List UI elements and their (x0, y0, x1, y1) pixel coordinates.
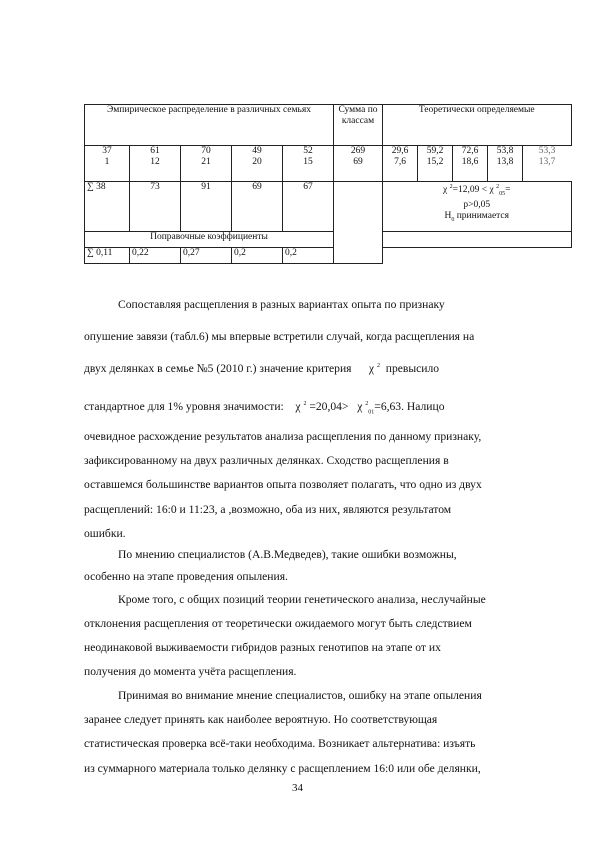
page-number: 34 (292, 782, 303, 794)
text-line: особенно на этапе проведения опыления. (84, 570, 288, 583)
table-cell: 59,2 15,2 (418, 146, 453, 182)
table-cell: 70 21 (181, 146, 232, 182)
segregation-table (84, 104, 572, 264)
text-line: расщеплений: 16:0 и 11:23, а ,возможно, оба из них, являются результатом (84, 503, 452, 516)
text-line: зафиксированному на двух различных делянках. Сходство расщепления в (84, 454, 449, 467)
text-line: оставшемся большинстве вариантов опыта позволяет полагать, что одно из двух (84, 478, 482, 491)
header-theoretical: Теоретически определяемые (383, 105, 572, 146)
text-line: отклонения расщепления от теоретически ожидаемого могут быть следствием (84, 617, 472, 630)
header-sum: Сумма по классам (334, 105, 383, 146)
table-cell: 52 15 (283, 146, 334, 182)
table-cell: 49 20 (232, 146, 283, 182)
table-cell (383, 232, 572, 248)
text-line: опушение завязи (табл.6) мы впервые встретили случай, когда расщепления на (84, 330, 475, 343)
text-line: из суммарного материала только делянку с расщеплением 16:0 или обе делянки, (84, 762, 481, 775)
table-cell: 269 69 (334, 146, 383, 182)
table-cell: 0,22 (130, 248, 181, 264)
table-cell: 67 (283, 182, 334, 232)
text-line: стандартное для 1% уровня значимости: χ $^2$ =20,04> χ $^2_{01}$=6,63. Налицо (84, 400, 445, 416)
text-line: Кроме того, с общих позиций теории генетического анализа, неслучайные (118, 593, 486, 606)
table-cell: 73 (130, 182, 181, 232)
table-cell: ∑ 38 (85, 182, 130, 232)
table-cell: 53,3 13,7 (523, 146, 572, 182)
text-line: По мнению специалистов (А.В.Медведев), такие ошибки возможны, (118, 548, 457, 561)
coef-label: Поправочные коэффициенты (85, 232, 334, 248)
chi-square-result: χ $^2$=12,09 < χ $^2_{05}$= p>0,05 $H_0$ принимается (383, 182, 572, 232)
table-cell: ∑ 0,11 (85, 248, 130, 264)
header-empirical: Эмпирическое распределение в различных семьях (85, 105, 334, 146)
table-cell: 91 (181, 182, 232, 232)
text-line: получения до момента учёта расщепления. (84, 665, 297, 678)
table-cell: 0,27 (181, 248, 232, 264)
text-line: очевидное расхождение результатов анализа расщепления по данному признаку, (84, 430, 482, 443)
table-cell (383, 248, 572, 264)
text-line: двух делянках в семье №5 (2010 г.) значение критерия χ $^2$ превысило (84, 362, 440, 375)
table-cell: 37 1 (85, 146, 130, 182)
text-line: ошибки. (84, 527, 126, 540)
table-cell: 61 12 (130, 146, 181, 182)
text-line: статистическая проверка всё-таки необходима. Возникает альтернатива: изъять (84, 737, 476, 750)
text-line: Принимая во внимание мнение специалистов, ошибку на этапе опыления (118, 689, 482, 702)
table-cell: 0,2 (283, 248, 334, 264)
text-line: неодинаковой выживаемости гибридов разных генотипов на этапе от их (84, 641, 441, 654)
table-cell: 69 (232, 182, 283, 232)
table-cell: 72,6 18,6 (453, 146, 488, 182)
text-line: Сопоставляя расщепления в разных вариантах опыта по признаку (118, 298, 445, 311)
table-cell: 53,8 13,8 (488, 146, 523, 182)
table-cell: 29,6 7,6 (383, 146, 418, 182)
table-cell: 0,2 (232, 248, 283, 264)
text-line: заранее следует принять как наиболее вероятную. Но соответствующая (84, 713, 438, 726)
table-cell (334, 182, 383, 264)
